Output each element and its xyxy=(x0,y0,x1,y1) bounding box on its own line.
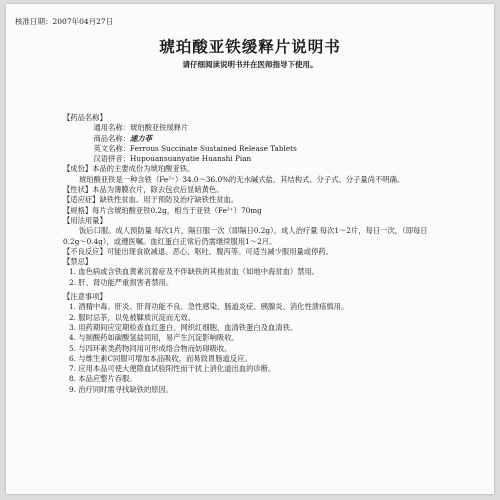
precaution-item: 5. 与四环素类药物同用可形成络合物而妨碍吸收。 xyxy=(69,343,232,353)
usage-heading: 【用法用量】 xyxy=(63,215,107,225)
precaution-item: 7. 应用本品可使大便隐血试验阳性而干扰上消化道出血的诊断。 xyxy=(69,364,276,374)
precaution-item: 3. 用药期间应定期检查血红蛋白、网织红细胞、血清铁蛋白及血清铁。 xyxy=(69,322,298,332)
precautions-heading: 【注意事项】 xyxy=(63,292,107,302)
approval-date: 核准日期：2007年04月27日 xyxy=(15,17,114,26)
trade-name-label: 商品名称： xyxy=(93,133,130,143)
precaution-item: 1. 酒精中毒、肝炎、肝肾功能不良、急性感染、肠道炎症、胰腺炎、消化性溃疡慎用。 xyxy=(69,302,349,312)
english-name-row xyxy=(63,144,463,154)
pinyin-name-label: 汉语拼音： xyxy=(93,154,130,164)
precaution-item: 2. 服时忌茶，以免被鞣质沉淀而无效。 xyxy=(69,312,196,322)
composition-line-2: 琥珀酸亚铁是一种含铁（Fe²⁺）34.0～36.0%的无水碱式盐。其结构式、分子式、分子量尚不明确。 xyxy=(79,174,405,184)
document-subtitle: 请仔细阅读说明书并在医师指导下使用。 xyxy=(182,60,318,69)
english-name-label: 英文名称： xyxy=(93,143,130,153)
document-title: 琥珀酸亚铁缓释片说明书 xyxy=(159,38,341,56)
contraindication-item: 1. 血色病或含铁血黄素沉着症及不伴缺铁的其他贫血（如地中海贫血）禁用。 xyxy=(69,267,320,277)
trade-name-logo: 速力菲 xyxy=(130,133,152,143)
usage-line-2: 0.2g～0.4g），或遵医嘱。血红蛋白正常后仍需继续服用1～2月。 xyxy=(63,236,277,246)
precaution-item: 9. 治疗同时需寻找缺铁的原因。 xyxy=(69,384,174,394)
indications-line: 【适应症】缺铁性贫血。用于预防及治疗缺铁性贫血。 xyxy=(63,195,239,205)
usage-line-1: 饭后口服。成人预防量 每次1片，隔日服一次（即隔日0.2g）。成人治疗量 每次1～2片，每日一次，（即每日 xyxy=(79,226,428,236)
precaution-item: 8. 本品应整片吞服。 xyxy=(69,374,137,384)
precaution-item: 6. 与维生素C同服可增加本品吸收，而易致胃肠道反应。 xyxy=(69,353,252,363)
contraindication-item: 2. 肝、肾功能严重损害者禁用。 xyxy=(69,277,174,287)
english-name-value: Ferrous Succinate Sustained Release Tablets xyxy=(130,143,297,153)
pinyin-name-row xyxy=(63,154,463,164)
adverse-reactions-line: 【不良反应】可能出现食欲减退、恶心、呕吐、腹泻等。可适当减少服用量或停药。 xyxy=(63,246,333,256)
description-line: 【性状】本品为薄膜衣片，除去包衣后显暗黄色。 xyxy=(63,185,224,195)
specification-line: 【规格】每片含琥珀酸亚铁0.2g，相当于亚铁（Fe²⁺）70mg xyxy=(63,205,262,215)
pinyin-name-value: Hupouansuanyatie Huanshi Pian xyxy=(130,154,252,164)
generic-name-row xyxy=(63,123,463,133)
composition-line-1: 【成份】本品的主要成份为琥珀酸亚铁。 xyxy=(63,164,195,174)
trade-name-row xyxy=(63,134,463,144)
generic-name-value: 琥珀酸亚铁缓释片 xyxy=(130,123,189,133)
package-insert-sheet xyxy=(6,4,494,494)
contraindications-heading: 【禁忌】 xyxy=(63,257,93,267)
drug-name-heading: 【药品名称】 xyxy=(63,113,107,122)
precaution-item: 4. 与制酸药如碳酸氢盐同用，易产生沉淀影响吸收。 xyxy=(69,333,239,343)
insert-body xyxy=(63,113,463,395)
generic-name-label: 通用名称： xyxy=(93,123,130,133)
